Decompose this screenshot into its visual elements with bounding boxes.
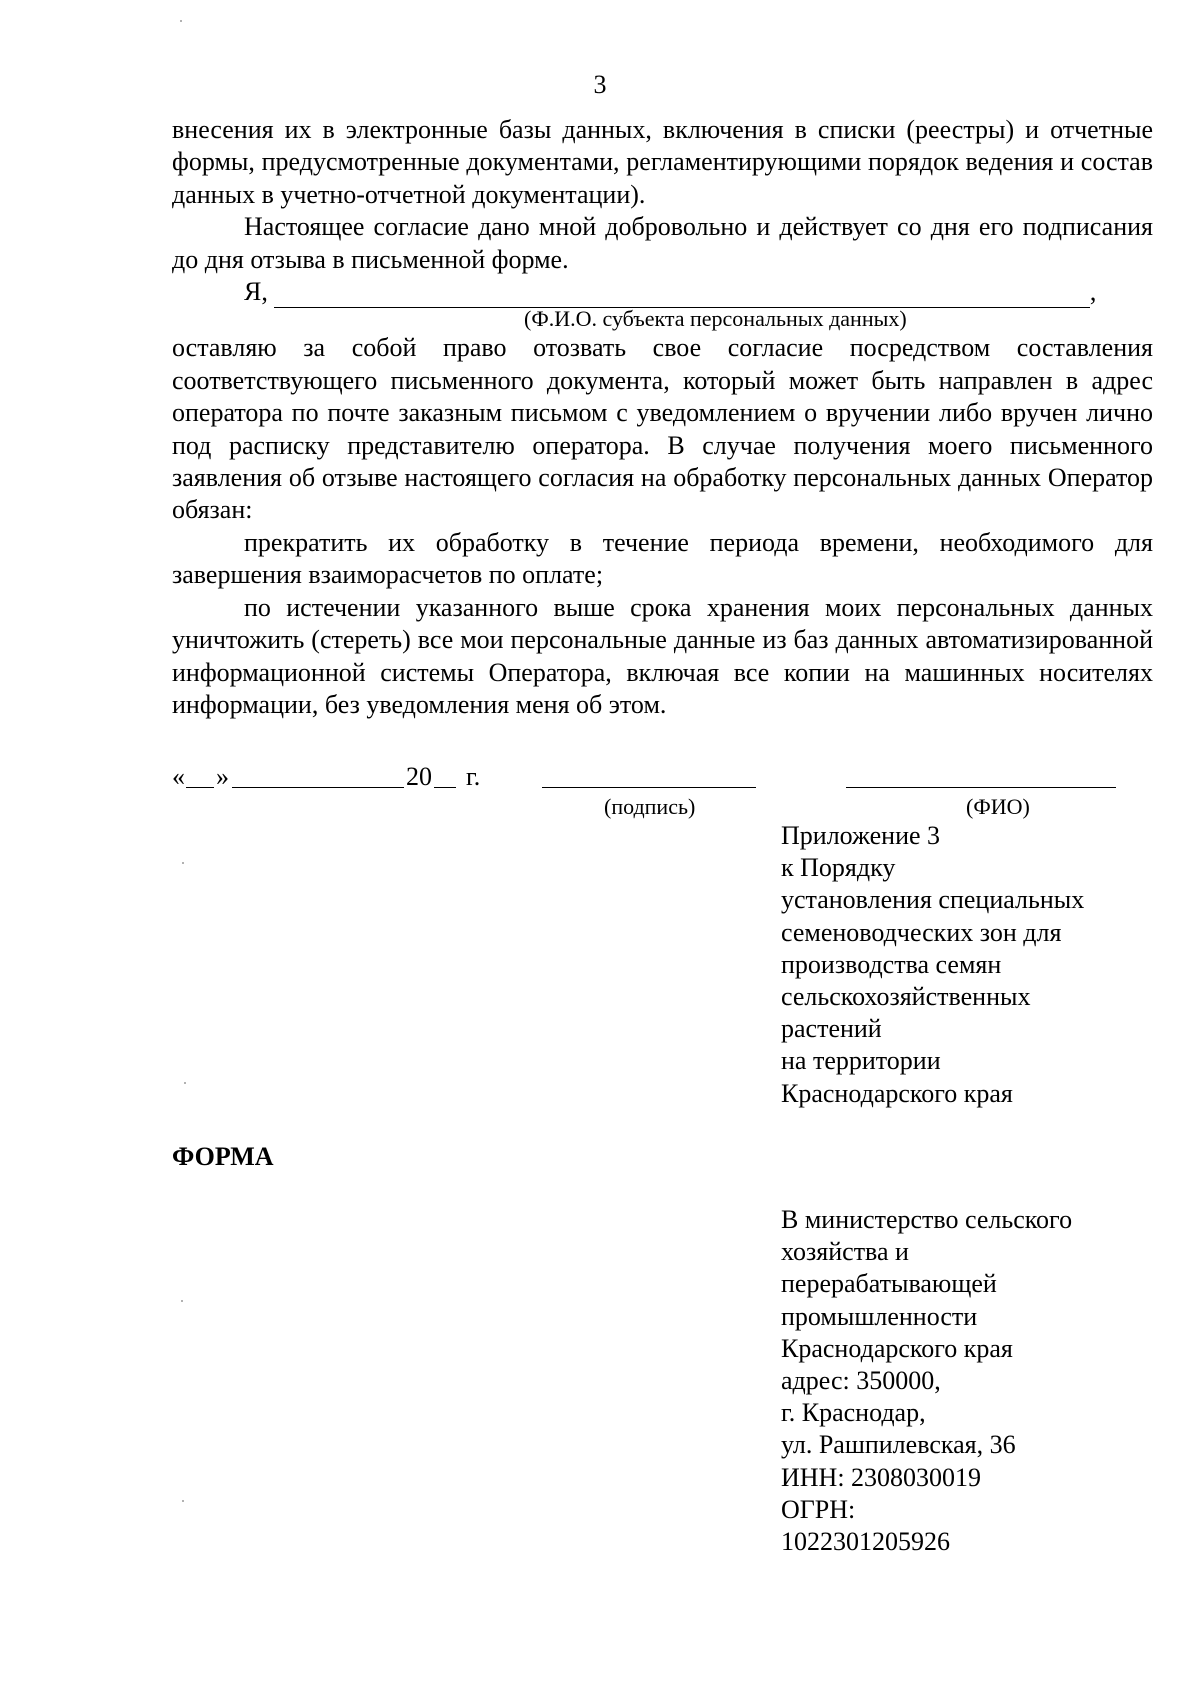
appendix-line: установления специальных xyxy=(781,885,1085,915)
scan-speck xyxy=(181,1300,183,1302)
fio-subject-caption: (Ф.И.О. субъекта персональных данных) xyxy=(524,306,907,332)
appendix-block xyxy=(781,820,1161,1110)
scan-speck xyxy=(182,1500,184,1502)
addressee-block xyxy=(781,1204,1161,1558)
appendix-line: растений xyxy=(781,1014,882,1044)
fio-caption: (ФИО) xyxy=(966,794,1030,819)
scan-speck xyxy=(180,20,182,22)
appendix-line: семеноводческих зон для xyxy=(781,917,1062,947)
fio-subject-blank[interactable] xyxy=(274,285,1090,308)
addressee-line: перерабатывающей xyxy=(781,1269,997,1299)
addressee-line: Краснодарского края xyxy=(781,1333,1013,1363)
day-blank[interactable] xyxy=(186,757,214,788)
consent-body xyxy=(172,114,1153,721)
quote-open: « xyxy=(172,762,185,791)
form-title: ФОРМА xyxy=(172,1142,274,1171)
signature-row xyxy=(172,760,1172,792)
addressee-line: 1022301205926 xyxy=(781,1527,950,1557)
paragraph-consent-term: Настоящее согласие дано мной добровольно и действует со дня его подписания до дня отзыва в письменной форме. xyxy=(172,212,1153,274)
scan-speck xyxy=(182,862,184,864)
appendix-line: Краснодарского края xyxy=(781,1078,1013,1108)
month-blank[interactable] xyxy=(232,757,404,788)
fio-blank[interactable] xyxy=(846,757,1116,788)
appendix-line: к Порядку xyxy=(781,853,896,883)
scan-speck xyxy=(184,1082,186,1084)
ya-comma: , xyxy=(1089,277,1097,307)
appendix-line: производства семян xyxy=(781,949,1002,979)
year-suffix: г. xyxy=(466,762,481,791)
ya-label: Я, xyxy=(244,277,268,307)
addressee-line: ул. Рашпилевская, 36 xyxy=(781,1430,1016,1460)
addressee-line: адрес: 350000, xyxy=(781,1366,941,1396)
addressee-line: ИНН: 2308030019 xyxy=(781,1462,982,1492)
page-number: 3 xyxy=(593,70,607,99)
signature-caption: (подпись) xyxy=(604,794,696,819)
addressee-line: промышленности xyxy=(781,1301,978,1331)
appendix-line: Приложение 3 xyxy=(781,821,941,850)
year-blank[interactable] xyxy=(434,757,456,788)
paragraph-continuation: внесения их в электронные базы данных, включения в списки (реестры) и отчетные формы, предусмотренные документами, регламентирующими порядок ведения и состав данных в учетно-отчетной документации). xyxy=(172,115,1153,209)
fio-input-row xyxy=(172,276,1153,308)
appendix-line: сельскохозяйственных xyxy=(781,982,1031,1012)
addressee-line: г. Краснодар, xyxy=(781,1398,926,1428)
paragraph-stop-processing: прекратить их обработку в течение периода времени, необходимого для завершения взаиморасчетов по оплате; xyxy=(172,527,1153,590)
quote-close: » xyxy=(216,762,229,791)
paragraph-withdraw-right: оставляю за собой право отозвать свое согласие посредством составления соответствующего письменного документа, который может быть направлен в адрес оператора по почте заказным письмом с уведомлением о вручении либо вручен лично под расписку представителю оператора. В случае получения моего письменного заявления об отзыве настоящего согласия на обработку персональных данных Оператор обязан: xyxy=(172,333,1153,525)
signature-blank[interactable] xyxy=(542,757,756,788)
addressee-line: В министерство сельского xyxy=(781,1205,1073,1234)
addressee-line: ОГРН: xyxy=(781,1494,856,1524)
paragraph-destroy-data: по истечении указанного выше срока хранения моих персональных данных уничтожить (стереть) все мои персональные данные из баз данных автоматизированной информационной системы Оператора, включая все копии на машинных носителях информации, без уведомления меня об этом. xyxy=(172,592,1153,719)
addressee-line: хозяйства и xyxy=(781,1237,909,1267)
year-prefix: 20 xyxy=(406,762,432,791)
appendix-line: на территории xyxy=(781,1046,941,1076)
